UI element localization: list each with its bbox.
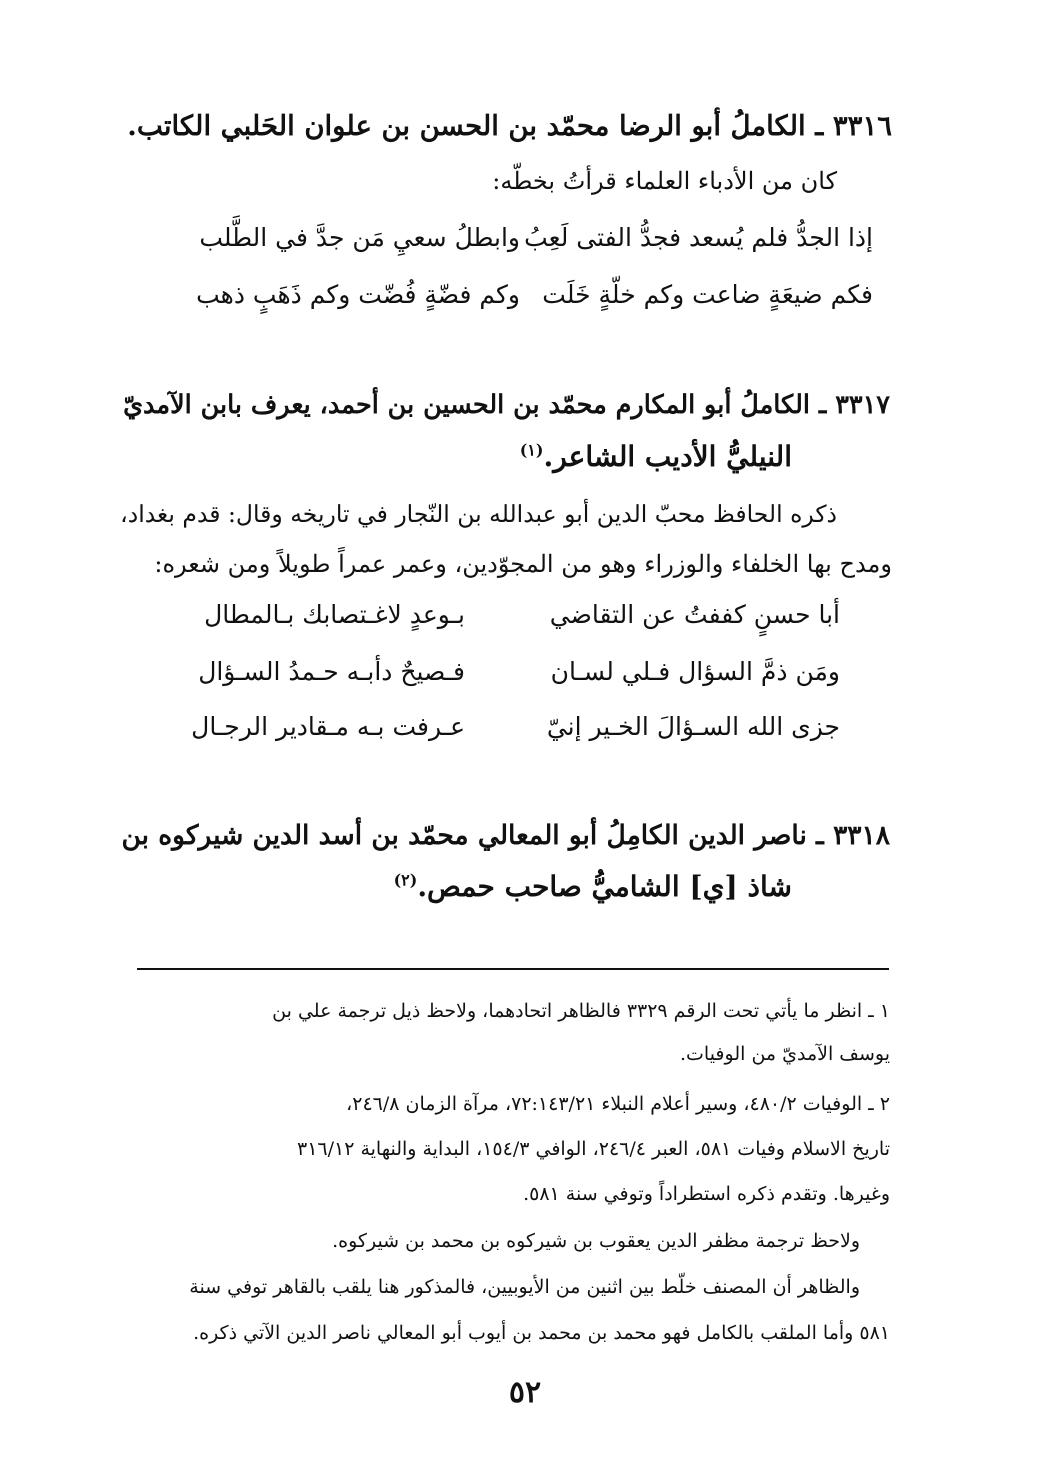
entry-3317-verse-3-second: عـرفت بـه مـقادير الرجـال bbox=[191, 712, 465, 741]
entry-3317-verse-2-first: ومَن ذمَّ السؤال فـلي لسـان bbox=[550, 657, 840, 686]
footnote-2-line-3: وغيرها. وتقدم ذكره استطراداً وتوفي سنة ٥٨١. bbox=[523, 1183, 890, 1205]
entry-3317-verse-3-first: جزى الله السـؤالَ الخـير إنيّ bbox=[546, 712, 840, 741]
footnote-separator bbox=[137, 968, 889, 970]
entry-3318-heading-text: شاذ [ي] الشاميُّ صاحب حمص. bbox=[417, 870, 792, 903]
entry-3316-verse-2-first: فكم ضيعَةٍ ضاعت وكم خلّةٍ خَلَت bbox=[542, 280, 873, 309]
entry-3317-body-line-1: ذكره الحافظ محبّ الدين أبو عبدالله بن النّجار في تاريخه وقال: قدم بغداد، bbox=[120, 500, 837, 528]
entry-3318-heading-line-1: ٣٣١٨ ـ ناصر الدين الكامِلُ أبو المعالي محمّد بن أسد الدين شيركوه بن bbox=[121, 820, 890, 851]
entry-3317-heading-text: النيليُّ الأديب الشاعر. bbox=[543, 440, 792, 473]
footnote-2-line-2: تاريخ الاسلام وفيات ٥٨١، العبر ٢٤٦/٤، الوافي ١٥٤/٣، البداية والنهاية ٣١٦/١٢ bbox=[296, 1138, 890, 1160]
entry-3317-body-line-2: ومدح بها الخلفاء والوزراء وهو من المجوّدين، وعمر عمراً طويلاً ومن شعره: bbox=[154, 550, 892, 578]
entry-3316-verse-2-second: وكم فضّةٍ فُضّت وكم ذَهَبٍ ذهب bbox=[196, 280, 520, 309]
entry-3316-verse-1-second: وابطلُ سعيِ مَن جدَّ في الطَّلب bbox=[199, 223, 520, 252]
page-number: ٥٢ bbox=[508, 1375, 542, 1410]
entry-3317-verse-1-second: بـوعدٍ لاغـتصابك بـالمطال bbox=[204, 600, 465, 629]
entry-3317-verse-1-first: أبا حسنٍ كففتُ عن التقاضي bbox=[549, 600, 840, 629]
footnote-ref-2[interactable]: (٢) bbox=[393, 870, 418, 890]
entry-3317-heading-line-2 bbox=[520, 440, 792, 473]
entry-3317-heading-line-1: ٣٣١٧ ـ الكاملُ أبو المكارم محمّد بن الحسين بن أحمد، يعرف بابن الآمديّ bbox=[123, 390, 890, 420]
footnote-2-line-1: ٢ ـ الوفيات ٤٨٠/٢، وسير أعلام النبلاء ٧٢:١٤٣/٢١، مرآة الزمان ٢٤٦/٨، bbox=[346, 1093, 890, 1115]
footnote-2-line-5: والظاهر أن المصنف خلّط بين اثنين من الأيوبيين، فالمذكور هنا يلقب بالقاهر توفي سنة bbox=[189, 1276, 860, 1298]
entry-3316-heading: ٣٣١٦ ـ الكاملُ أبو الرضا محمّد بن الحسن بن علوان الحَلبي الكاتب. bbox=[127, 110, 892, 142]
entry-3316-verse-1-first: إذا الجدُّ فلم يُسعد فجدُّ الفتى لَعِبُ bbox=[524, 223, 873, 252]
footnote-2-line-4: ولاحظ ترجمة مظفر الدين يعقوب بن شيركوه بن محمد بن شيركوه. bbox=[332, 1230, 860, 1252]
footnote-2-line-6: ٥٨١ وأما الملقب بالكامل فهو محمد بن محمد بن أيوب أبو المعالي ناصر الدين الآتي ذكره. bbox=[193, 1322, 890, 1344]
footnote-ref-1[interactable]: (١) bbox=[519, 440, 544, 460]
entry-3318-heading-line-2 bbox=[394, 870, 792, 903]
footnote-1-line-2: يوسف الآمديّ من الوفيات. bbox=[679, 1043, 890, 1065]
entry-3316-intro: كان من الأدباء العلماء قرأتُ بخطّه: bbox=[492, 167, 837, 195]
entry-3317-verse-2-second: فـصيحٌ دأبـه حـمدُ السـؤال bbox=[198, 657, 465, 686]
footnote-1-line-1: ١ ـ انظر ما يأتي تحت الرقم ٣٣٢٩ فالظاهر اتحادهما، ولاحظ ذيل ترجمة علي بن bbox=[272, 1000, 890, 1022]
